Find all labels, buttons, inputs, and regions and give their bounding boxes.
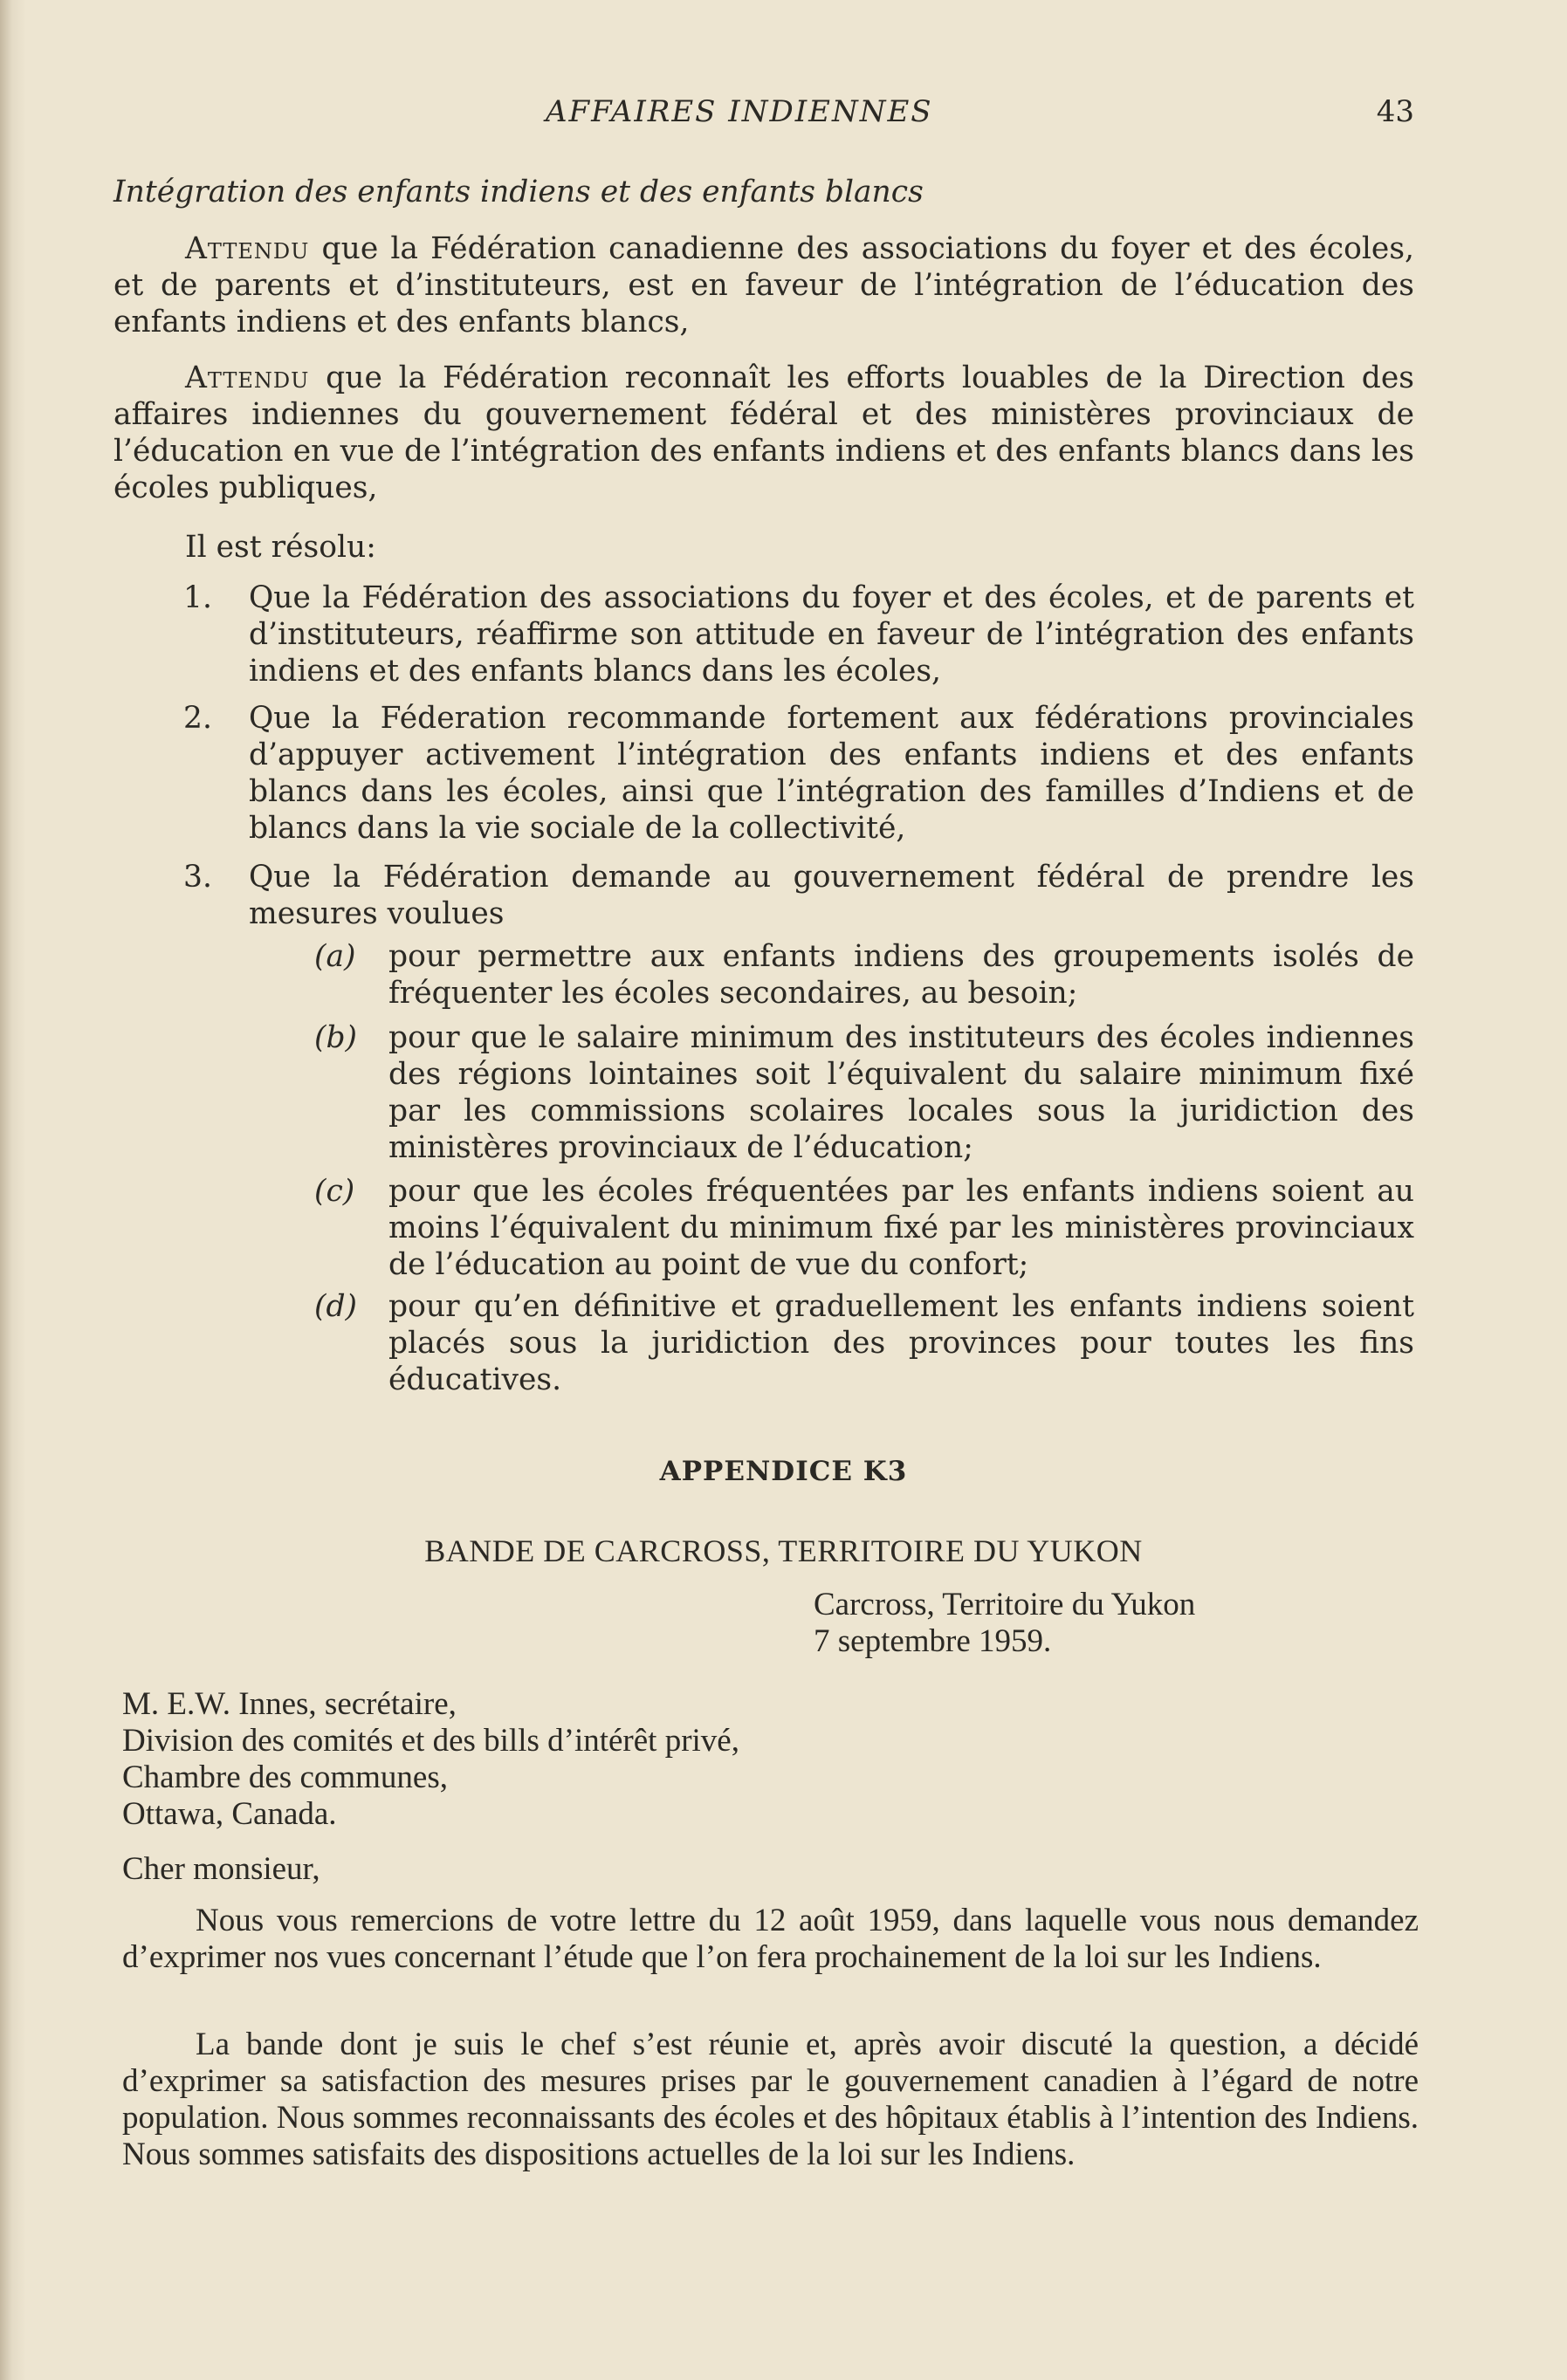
item-text: Que la Fédération demande au gouvernement fédéral de prendre les mesures voulues — [249, 860, 1414, 931]
letter-salutation: Cher monsieur, — [122, 1851, 320, 1887]
page-number: 43 — [1376, 94, 1414, 129]
sub-item-text: pour permettre aux enfants indiens des groupements isolés de fréquenter les écoles secondaires, au besoin; — [388, 939, 1414, 1011]
section-title: Intégration des enfants indiens et des enfants blancs — [113, 175, 924, 209]
whereas-paragraph-1 — [113, 230, 1414, 340]
sub-item-d — [314, 1288, 1414, 1398]
item-number: 1. — [183, 580, 212, 615]
sub-item-c — [314, 1173, 1414, 1283]
letter-address — [122, 1686, 739, 1833]
sub-item-label: (c) — [314, 1174, 355, 1209]
appendix-heading: APPENDICE K3 — [659, 1456, 908, 1487]
item-text: Que la Fédération des associations du foyer et des écoles, et de parents et d’instituteurs, réaffirme son attitude en faveur de l’intégration des enfants indiens et des enfants blancs dans les écoles, — [249, 580, 1414, 689]
whereas-lead: Attendu — [185, 360, 310, 395]
sub-item-a — [314, 938, 1414, 1012]
resolution-item-1 — [183, 580, 1414, 689]
sub-item-text: pour que les écoles fréquentées par les enfants indiens soient au moins l’équivalent du minimum fixé par les ministères provinciaux de l’éducation au point de vue du confort; — [388, 1174, 1414, 1282]
sub-item-text: pour que le salaire minimum des instituteurs des écoles indiennes des régions lointaines soit l’équivalent du salaire minimum fixé par les commissions scolaires locales sous la juridiction des ministères provinciaux de l’éducation; — [388, 1020, 1414, 1165]
sub-item-label: (b) — [314, 1020, 358, 1055]
whereas-text: que la Fédération canadienne des associations du foyer et des écoles, et de parents et d’instituteurs, est en faveur de l’intégration de l’éducation des enfants indiens et des enfants blancs, — [113, 231, 1414, 340]
letter-paragraph-text: Nous vous remercions de votre lettre du 12 août 1959, dans laquelle vous nous demandez d’exprimer nos vues concernant l’étude que l’on fera prochainement de la loi sur les Indiens. — [122, 1903, 1419, 1975]
letter-place-date — [814, 1587, 1195, 1660]
address-line: Division des comités et des bills d’intérêt privé, — [122, 1723, 739, 1759]
letter-paragraph-text: La bande dont je suis le chef s’est réunie et, après avoir discuté la question, a décidé d’exprimer sa satisfaction des mesures prises par le gouvernement canadien à l’égard de notre population. Nous sommes reconnaissants des écoles et des hôpitaux établis à l’intention des Indiens. Nous sommes satisfaits des dispositions actuelles de la loi sur les Indiens. — [122, 2027, 1419, 2172]
item-number: 3. — [183, 860, 212, 895]
sub-item-label: (d) — [314, 1289, 358, 1324]
whereas-lead: Attendu — [185, 231, 310, 266]
resolved-text: Il est résolu: — [185, 530, 376, 565]
sub-item-label: (a) — [314, 939, 356, 974]
whereas-text: que la Fédération reconnaît les efforts louables de la Direction des affaires indiennes du gouvernement fédéral et des ministères provinciaux de l’éducation en vue de l’intégration des enfants indiens et des enfants blancs dans les écoles publiques, — [113, 360, 1414, 505]
sub-item-text: pour qu’en définitive et graduellement les enfants indiens soient placés sous la juridiction des provinces pour toutes les fins éducatives. — [388, 1289, 1414, 1397]
page-header — [113, 94, 1414, 138]
address-line: Chambre des communes, — [122, 1759, 448, 1795]
item-text: Que la Féderation recommande fortement aux fédérations provinciales d’appuyer activement l’intégration des enfants indiens et des enfants blancs dans les écoles, ainsi que l’intégration des familles d’Indiens et de blancs dans la vie sociale de la collectivité, — [249, 701, 1414, 846]
band-heading: BANDE DE CARCROSS, TERRITOIRE DU YUKON — [424, 1533, 1143, 1568]
running-head: AFFAIRES INDIENNES — [546, 94, 933, 129]
address-line: M. E.W. Innes, secrétaire, — [122, 1686, 457, 1722]
resolution-item-2 — [183, 700, 1414, 847]
resolution-item-3 — [183, 859, 1414, 932]
item-number: 2. — [183, 701, 212, 736]
resolved-line — [113, 529, 1414, 566]
whereas-paragraph-2 — [113, 360, 1414, 506]
letter-place: Carcross, Territoire du Yukon — [814, 1587, 1196, 1622]
letter-date: 7 septembre 1959. — [814, 1623, 1052, 1659]
letter-paragraph-2 — [122, 2027, 1419, 2173]
letter-paragraph-1 — [122, 1903, 1419, 1976]
address-line: Ottawa, Canada. — [122, 1796, 337, 1832]
sub-item-b — [314, 1019, 1414, 1166]
